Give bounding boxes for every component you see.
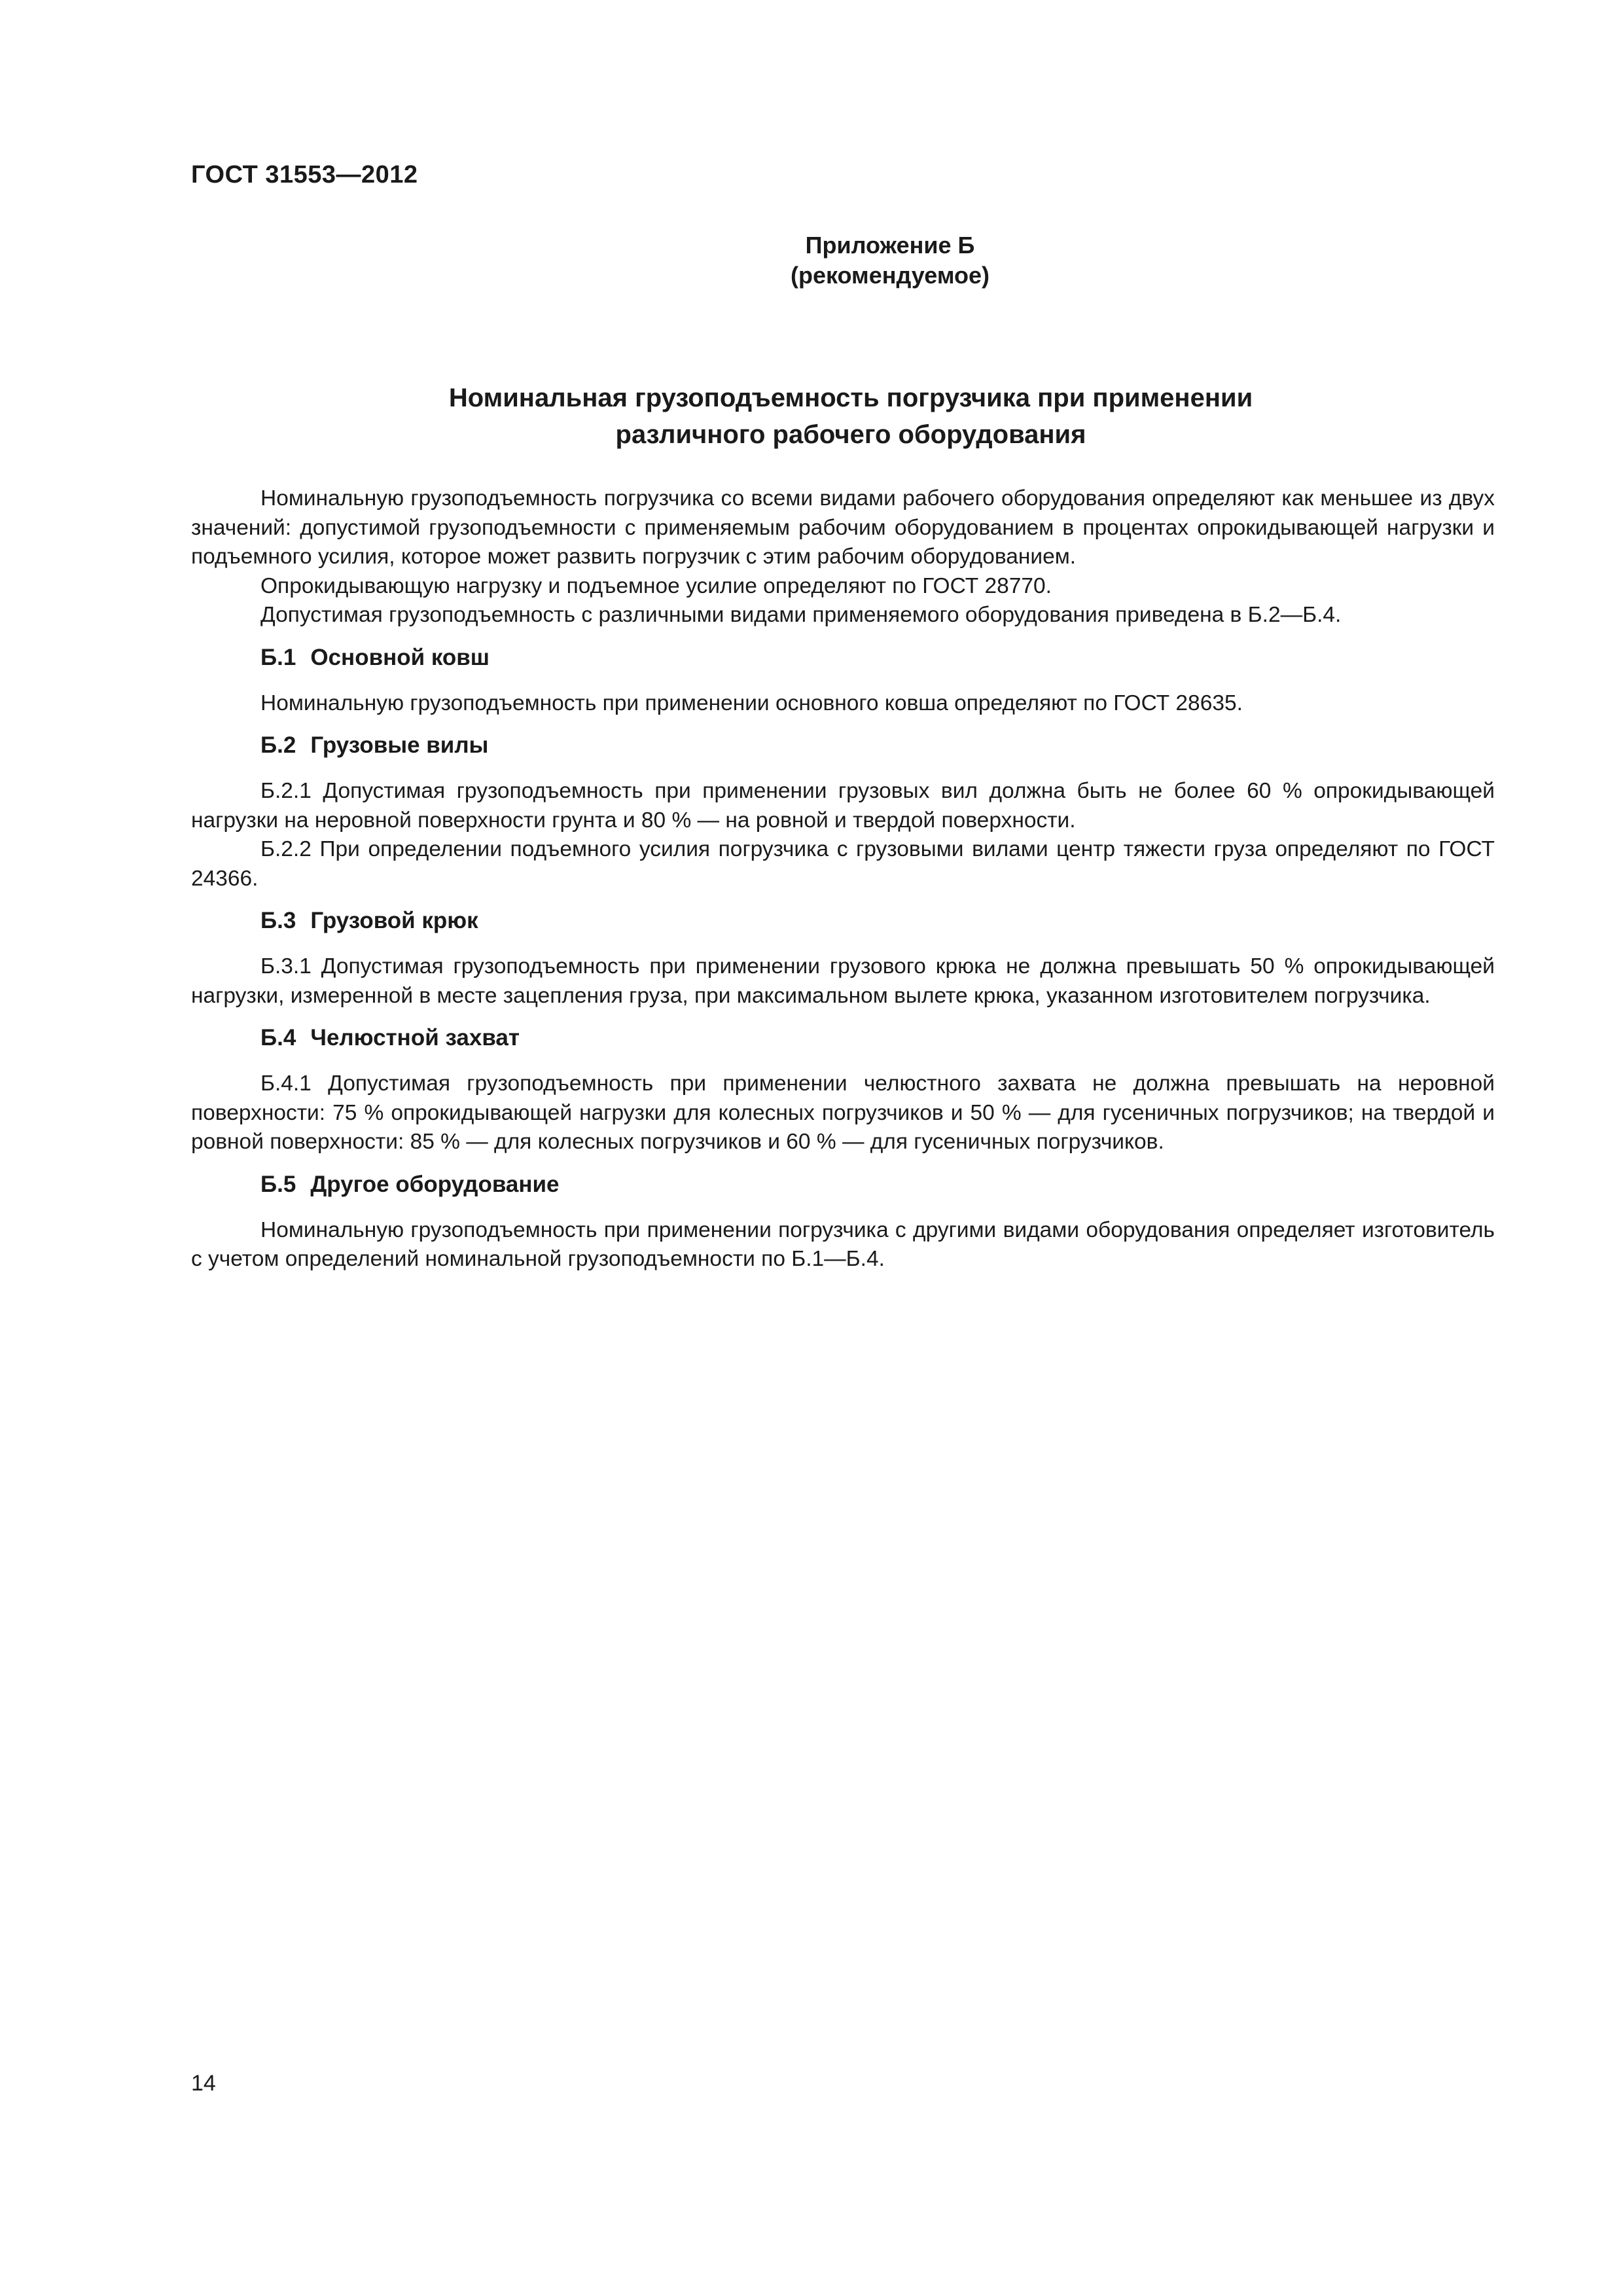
document-code: ГОСТ 31553—2012 [191, 161, 418, 188]
annex-title-line-2: различного рабочего оборудования [615, 420, 1086, 449]
section-paragraph: Б.4.1 Допустимая грузоподъемность при применении челюстного захвата не должна превышать на неровной поверхности: 75 % опрокидывающей нагрузки для колесных погрузчиков и 50 % — для гусеничных погрузчиков; на твердой и ровной поверхности: 85 % — для колесных погрузчиков и 60 % — для гусеничных погрузчиков. [191, 1071, 1495, 1154]
page-number: 14 [191, 2071, 216, 2096]
annex-label: Приложение Б [805, 232, 975, 259]
section-heading-b5 [191, 1170, 1495, 1199]
section-heading-b3 [191, 906, 1495, 935]
section-paragraph: Б.2.1 Допустимая грузоподъемность при применении грузовых вил должна быть не более 60 % опрокидывающей нагрузки на неровной поверхности грунта и 80 % — на ровной и твердой поверхности. [191, 779, 1495, 833]
section-title: Другое оборудование [310, 1171, 560, 1197]
section-number: Б.2 [260, 732, 296, 758]
section-heading-b1 [191, 643, 1495, 672]
intro-paragraph-2: Опрокидывающую нагрузку и подъемное усилие определяют по ГОСТ 28770. [260, 573, 1052, 598]
intro-paragraph-1: Номинальную грузоподъемность погрузчика со всеми видами рабочего оборудования определяют как меньшее из двух значений: допустимой грузоподъемности с применяемым рабочим оборудованием в процентах опрокидывающей нагрузки и подъемного усилия, которое может развить погрузчик с этим рабочим оборудованием. [191, 486, 1495, 569]
annex-heading [0, 230, 1623, 291]
section-number: Б.5 [260, 1171, 296, 1197]
section-paragraph: Номинальную грузоподъемность при применении погрузчика с другими видами оборудования определяет изготовитель с учетом определений номинальной грузоподъемности по Б.1—Б.4. [191, 1217, 1495, 1271]
intro-paragraph-3: Допустимая грузоподъемность с различными видами применяемого оборудования приведена в Б.2—Б.4. [260, 603, 1342, 627]
section-number: Б.1 [260, 644, 296, 670]
section-number: Б.4 [260, 1025, 296, 1050]
section-paragraph: Б.2.2 При определении подъемного усилия погрузчика с грузовыми вилами центр тяжести груза определяют по ГОСТ 24366. [191, 837, 1495, 891]
annex-title [0, 380, 1623, 453]
document-body [191, 484, 1495, 1274]
section-title: Основной ковш [310, 644, 490, 670]
section-paragraph: Номинальную грузоподъемность при применении основного ковша определяют по ГОСТ 28635. [260, 691, 1243, 715]
annex-title-line-1: Номинальная грузоподъемность погрузчика при применении [448, 384, 1253, 412]
section-title: Челюстной захват [310, 1025, 520, 1050]
annex-status: (рекомендуемое) [791, 262, 990, 289]
section-title: Грузовой крюк [310, 908, 478, 933]
section-number: Б.3 [260, 908, 296, 933]
section-heading-b2 [191, 731, 1495, 760]
section-title: Грузовые вилы [310, 732, 489, 758]
section-heading-b4 [191, 1024, 1495, 1052]
section-paragraph: Б.3.1 Допустимая грузоподъемность при применении грузового крюка не должна превышать 50 % опрокидывающей нагрузки, измеренной в месте зацепления груза, при максимальном вылете крюка, указанном изготовителем погрузчика. [191, 954, 1495, 1008]
